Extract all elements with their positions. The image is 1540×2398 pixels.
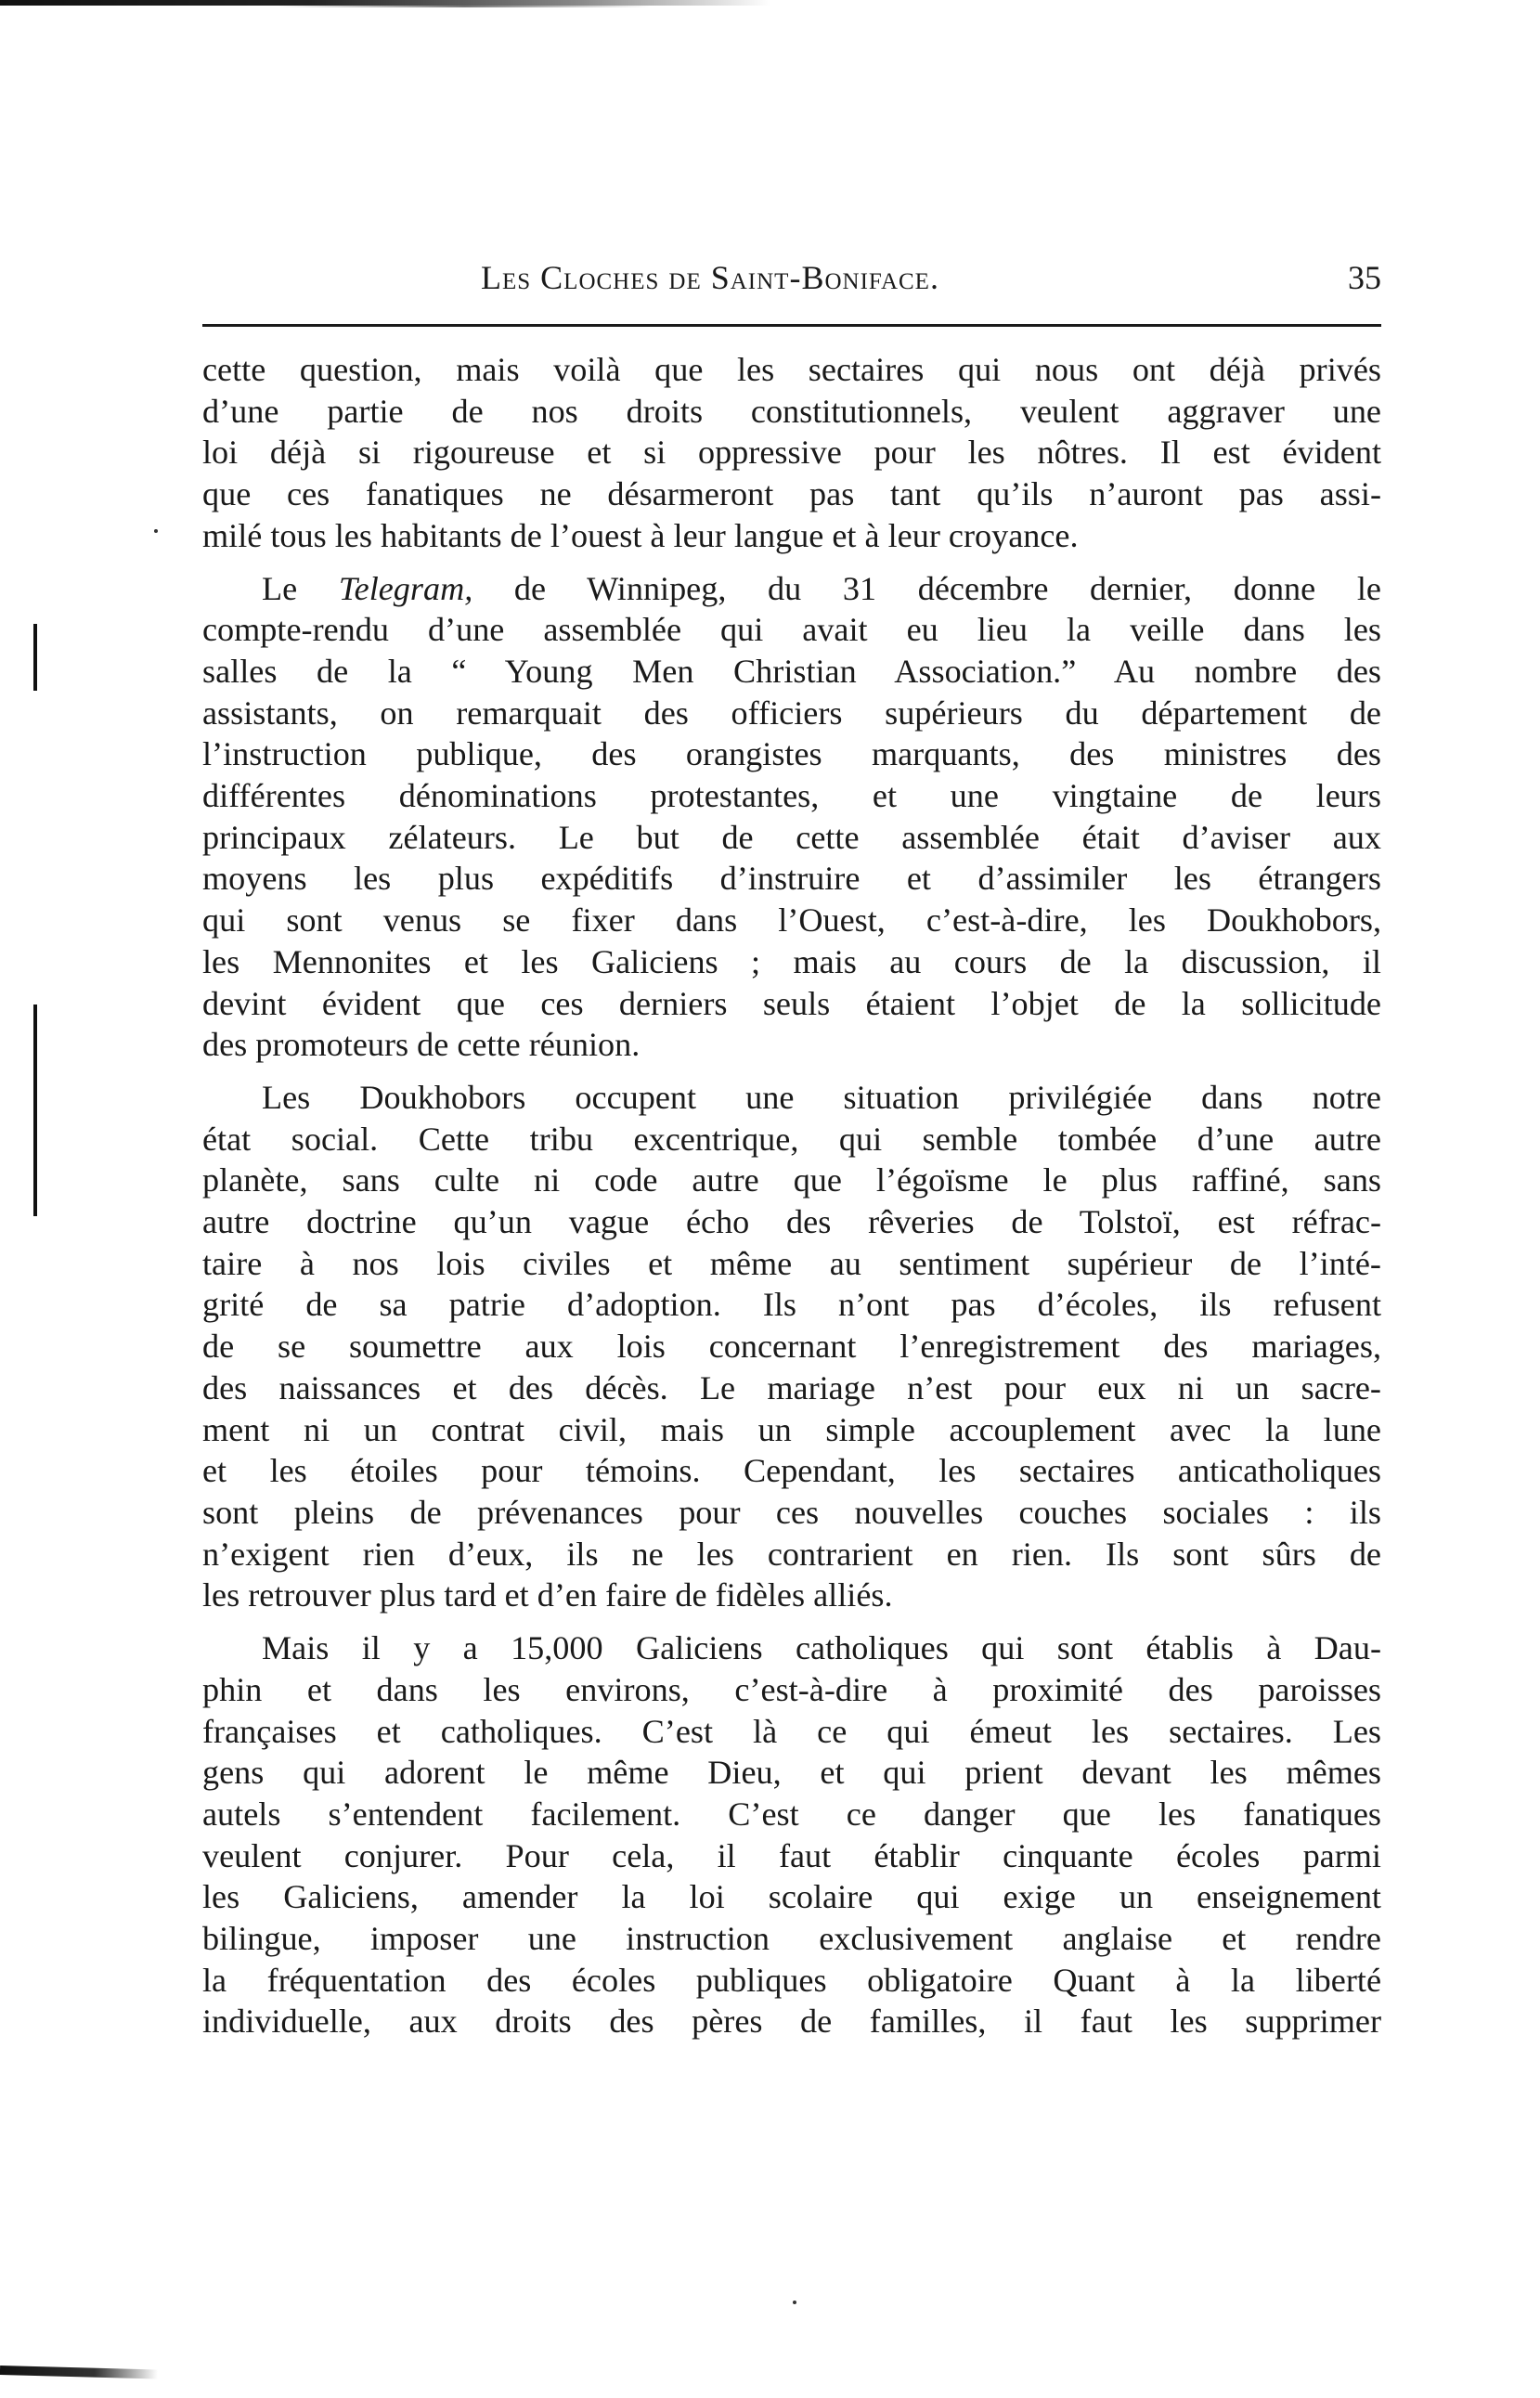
- running-title: Les Cloches de Saint-Boniface.: [481, 259, 939, 296]
- text-line: l’instruction publique, des orangistes marquants, des ministres des: [202, 735, 1381, 773]
- margin-mark: [33, 1005, 37, 1216]
- text-line: d’une partie de nos droits constitutionnels, veulent aggraver une: [202, 392, 1381, 430]
- text-line: qui sont venus se fixer dans l’Ouest, c’est-à-dire, les Doukhobors,: [202, 901, 1381, 940]
- paragraph: [202, 1627, 1381, 2042]
- text-line: autre doctrine qu’un vague écho des rêveries de Tolstoï, est réfrac-: [202, 1203, 1381, 1241]
- text-line: état social. Cette tribu excentrique, qui semble tombée d’une autre: [202, 1120, 1381, 1158]
- text-line: les retrouver plus tard et d’en faire de fidèles alliés.: [202, 1576, 893, 1614]
- text-line: la fréquentation des écoles publiques obligatoire Quant à la liberté: [202, 1961, 1381, 1999]
- body-text: [202, 349, 1381, 2054]
- paragraph: [202, 1077, 1381, 1616]
- text-line: milé tous les habitants de l’ouest à leur langue et à leur croyance.: [202, 516, 1079, 554]
- text-line: sont pleins de prévenances pour ces nouvelles couches sociales : ils: [202, 1493, 1381, 1531]
- text-run: Le: [262, 569, 339, 607]
- paragraph: [202, 349, 1381, 557]
- text-line: les Galiciens, amender la loi scolaire qui exige un enseignement: [202, 1878, 1381, 1916]
- text-line: individuelle, aux droits des pères de familles, il faut les supprimer: [202, 2003, 1381, 2041]
- page-number: 35: [1348, 259, 1381, 296]
- text-line: n’exigent rien d’eux, ils ne les contrarient en rien. Ils sont sûrs de: [202, 1535, 1381, 1573]
- text-line: grité de sa patrie d’adoption. Ils n’ont pas d’écoles, ils refusent: [202, 1286, 1381, 1324]
- text-line: salles de la “ Young Men Christian Association.” Au nombre des: [202, 652, 1381, 690]
- text-line: assistants, on remarquait des officiers supérieurs du département de: [202, 693, 1381, 732]
- text-line: autels s’entendent facilement. C’est ce danger que les fanatiques: [202, 1795, 1381, 1833]
- text-line: planète, sans culte ni code autre que l’égoïsme le plus raffiné, sans: [202, 1161, 1381, 1199]
- newspaper-title: Telegram,: [338, 569, 473, 607]
- text-line: des naissances et des décès. Le mariage n’est pour eux ni un sacre-: [202, 1368, 1381, 1406]
- paragraph: [202, 568, 1381, 1066]
- text-line: veulent conjurer. Pour cela, il faut établir cinquante écoles parmi: [202, 1836, 1381, 1874]
- text-run: de Winnipeg, du 31 décembre dernier, donne le: [472, 569, 1381, 607]
- text-line: gens qui adorent le même Dieu, et qui prient devant les mêmes: [202, 1754, 1381, 1792]
- text-line: cette question, mais voilà que les sectaires qui nous ont déjà privés: [202, 351, 1381, 388]
- text-line: compte-rendu d’une assemblée qui avait eu lieu la veille dans les: [202, 611, 1381, 649]
- text-line: ment ni un contrat civil, mais un simple accouplement avec la lune: [202, 1410, 1381, 1448]
- margin-mark: [33, 624, 37, 691]
- text-line: les Mennonites et les Galiciens ; mais au cours de la discussion, il: [202, 942, 1381, 980]
- text-line: bilingue, imposer une instruction exclusivement anglaise et rendre: [202, 1920, 1381, 1958]
- margin-speck: [793, 2301, 796, 2304]
- text-line: loi déjà si rigoureuse et si oppressive pour les nôtres. Il est évident: [202, 434, 1381, 472]
- text-line: des promoteurs de cette réunion.: [202, 1026, 641, 1064]
- scan-edge-mark-top-faint: [278, 6, 650, 7]
- scan-edge-mark-bottom: [0, 2366, 158, 2379]
- text-line: et les étoiles pour témoins. Cependant, les sectaires anticatholiques: [202, 1452, 1381, 1490]
- margin-speck: [154, 529, 158, 533]
- text-line: moyens les plus expéditifs d’instruire et d’assimiler les étrangers: [202, 860, 1381, 898]
- text-line: principaux zélateurs. Le but de cette assemblée était d’aviser aux: [202, 818, 1381, 856]
- text-line: françaises et catholiques. C’est là ce qui émeut les sectaires. Les: [202, 1712, 1381, 1750]
- text-line: Les Doukhobors occupent une situation privilégiée dans notre: [262, 1078, 1381, 1116]
- text-line: de se soumettre aux lois concernant l’enregistrement des mariages,: [202, 1328, 1381, 1366]
- header-rule: [202, 324, 1381, 327]
- text-line: devint évident que ces derniers seuls étaient l’objet de la sollicitude: [202, 984, 1381, 1022]
- text-line: que ces fanatiques ne désarmeront pas tant qu’ils n’auront pas assi-: [202, 475, 1381, 513]
- running-head: [202, 258, 1381, 305]
- text-line: différentes dénominations protestantes, et une vingtaine de leurs: [202, 777, 1381, 815]
- text-line: Mais il y a 15,000 Galiciens catholiques qui sont établis à Dau-: [262, 1629, 1381, 1667]
- text-line: [202, 568, 1381, 610]
- text-line: taire à nos lois civiles et même au sentiment supérieur de l’inté-: [202, 1244, 1381, 1282]
- text-line: phin et dans les environs, c’est-à-dire à proximité des paroisses: [202, 1670, 1381, 1708]
